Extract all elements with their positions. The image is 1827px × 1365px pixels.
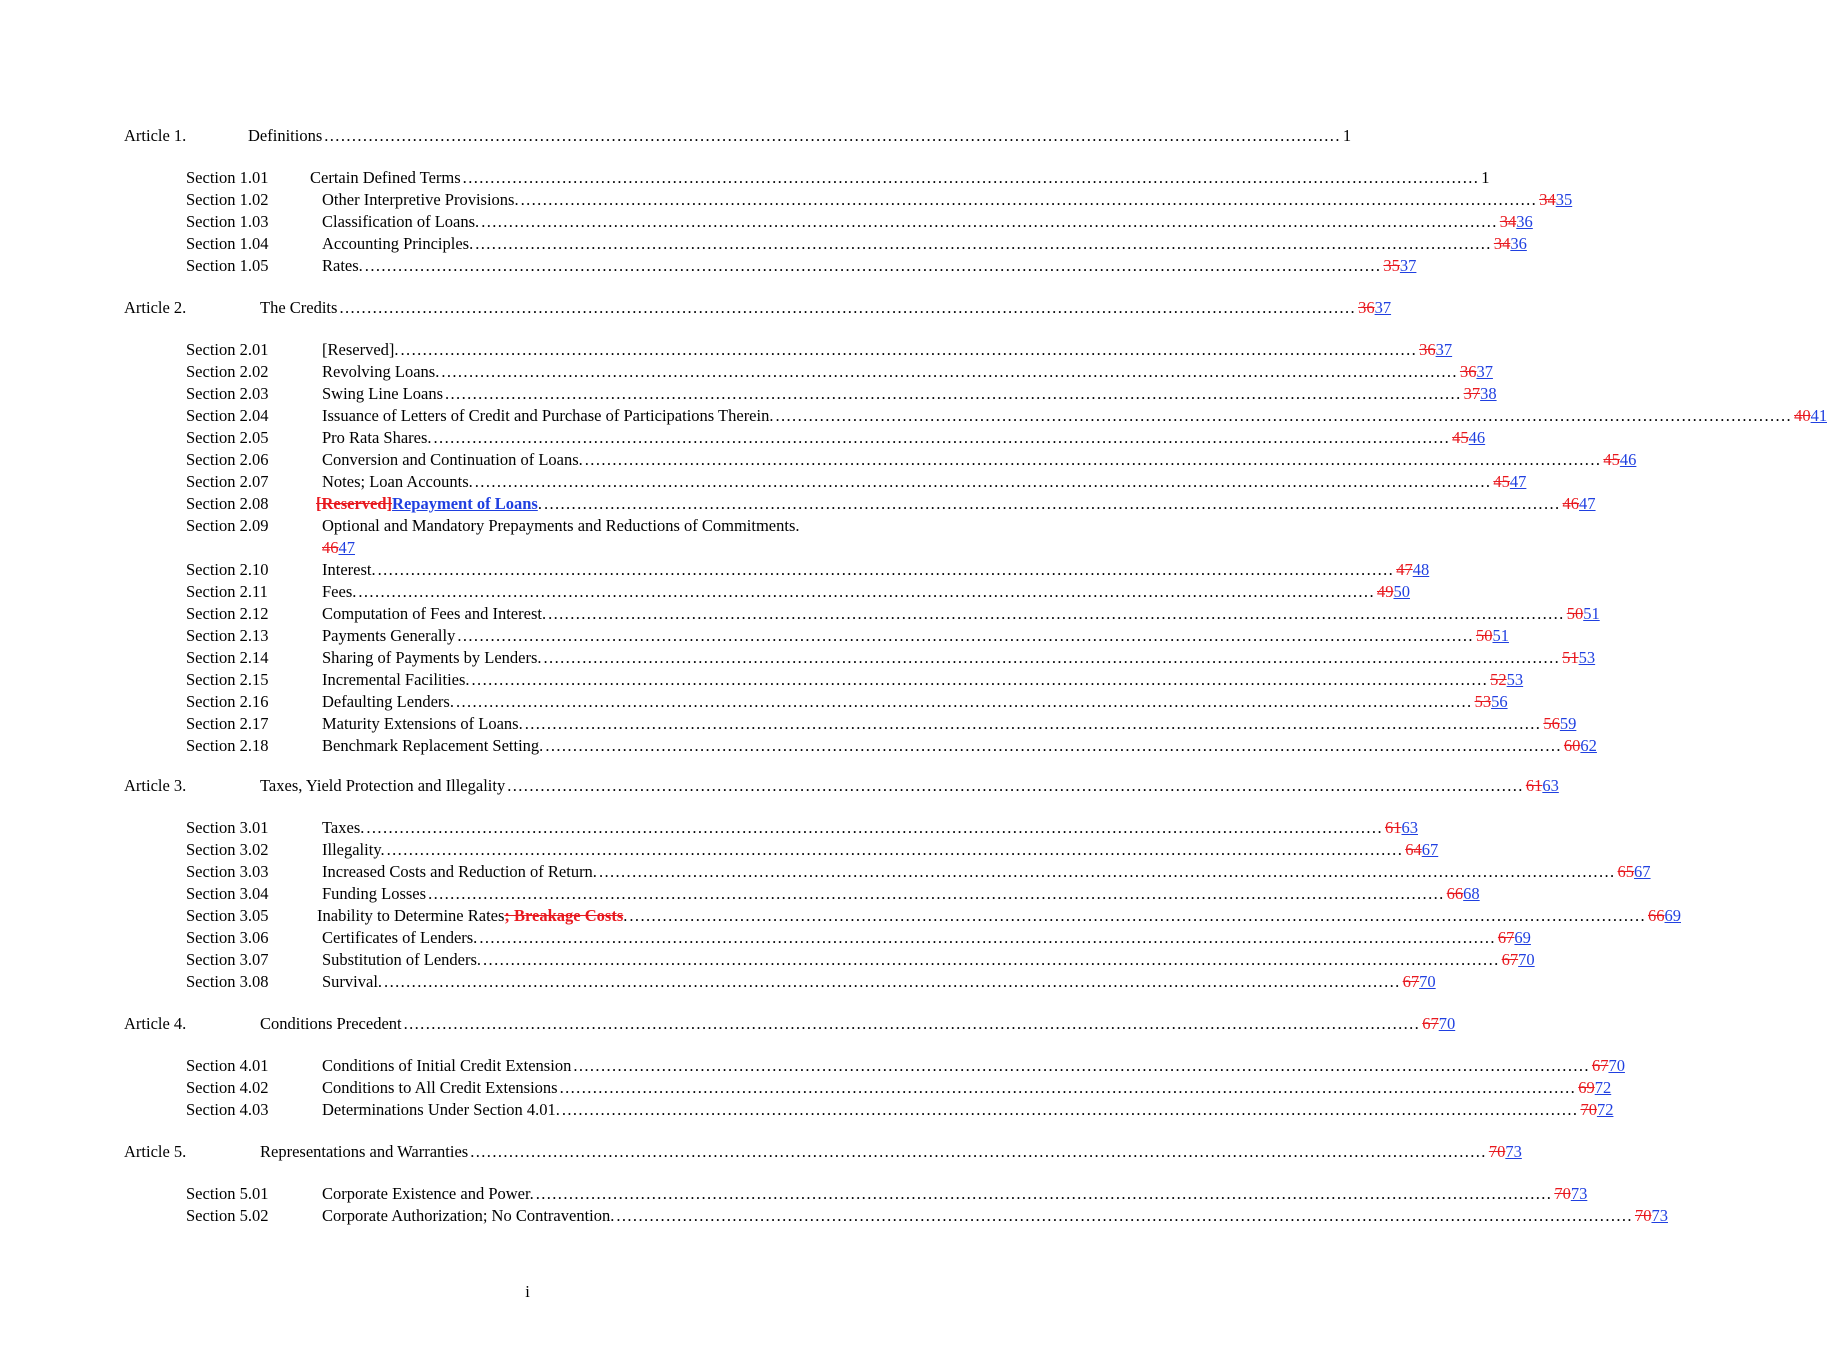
article-title: Taxes, Yield Protection and Illegality bbox=[260, 776, 506, 795]
page-number bbox=[1554, 1183, 1587, 1205]
inserted-page[interactable]: 50 bbox=[1393, 582, 1410, 601]
page-number bbox=[322, 538, 355, 557]
deleted-page: 52 bbox=[1490, 670, 1507, 689]
deleted-page: 51 bbox=[1562, 648, 1579, 667]
toc-section-3-08[interactable] bbox=[186, 971, 1436, 993]
section-number: Section 3.06 bbox=[186, 928, 269, 947]
deleted-page: 36 bbox=[1459, 362, 1477, 381]
article-number: Article 1. bbox=[124, 126, 187, 145]
deleted-page: 49 bbox=[1376, 582, 1394, 601]
page-number bbox=[1498, 927, 1531, 949]
page-number bbox=[1526, 775, 1559, 797]
section-title: Classification of Loans. bbox=[322, 212, 480, 231]
toc-section-2-03[interactable] bbox=[186, 383, 1497, 405]
page-number: 1 bbox=[1481, 168, 1490, 187]
section-number: Section 2.11 bbox=[186, 582, 268, 601]
page-number bbox=[1648, 905, 1681, 927]
deleted-page: 46 bbox=[322, 538, 339, 557]
section-number: Section 2.05 bbox=[186, 428, 269, 447]
toc-section-2-12[interactable] bbox=[186, 603, 1600, 625]
inserted-page[interactable]: 70 bbox=[1518, 950, 1535, 969]
section-number: Section 2.08 bbox=[186, 494, 269, 513]
section-number: Section 2.04 bbox=[186, 406, 269, 425]
deleted-page: 60 bbox=[1563, 736, 1581, 755]
article-number: Article 4. bbox=[124, 1014, 187, 1033]
toc-section-3-05[interactable] bbox=[186, 905, 1681, 927]
page-number bbox=[1464, 383, 1497, 405]
deleted-page: 36 bbox=[1419, 340, 1436, 359]
page-number bbox=[1476, 625, 1509, 647]
section-number: Section 2.16 bbox=[186, 692, 269, 711]
inserted-page[interactable]: 73 bbox=[1505, 1142, 1522, 1161]
section-title: Computation of Fees and Interest. bbox=[322, 604, 547, 623]
section-title: Maturity Extensions of Loans. bbox=[322, 714, 523, 733]
deleted-page: 40 bbox=[1794, 406, 1811, 425]
inserted-page[interactable]: 37 bbox=[1374, 298, 1392, 317]
inserted-page[interactable]: 53 bbox=[1506, 670, 1524, 689]
inserted-page[interactable]: 47 bbox=[338, 538, 355, 557]
leader-dots: ........................................................................................................................................................................................ bbox=[543, 648, 1561, 667]
deleted-page: 70 bbox=[1634, 1206, 1652, 1225]
section-title: Illegality. bbox=[322, 840, 385, 859]
deleted-title: [Reserved] bbox=[316, 494, 393, 513]
section-number: Section 2.18 bbox=[186, 736, 269, 755]
section-number: Section 2.14 bbox=[186, 648, 269, 667]
article-title: Definitions bbox=[248, 126, 323, 145]
page-number bbox=[1377, 581, 1410, 603]
toc-section-2-01[interactable] bbox=[186, 339, 1453, 361]
deleted-page: 67 bbox=[1591, 1056, 1609, 1075]
page-number bbox=[1580, 1099, 1613, 1121]
section-number: Section 1.01 bbox=[186, 168, 269, 187]
section-title: Fees. bbox=[322, 582, 357, 601]
toc-section-3-01[interactable] bbox=[186, 817, 1418, 839]
leader-dots: ........................................................................................................................................................................................ bbox=[428, 884, 1445, 903]
leader-dots: ........................................................................................................................................................................................ bbox=[481, 212, 1498, 231]
leader-dots: ........................................................................................................................................................................................ bbox=[364, 256, 1382, 275]
section-number: Section 3.03 bbox=[186, 862, 269, 881]
section-title: Increased Costs and Reduction of Return. bbox=[322, 862, 597, 881]
section-title: Rates. bbox=[322, 256, 363, 275]
deleted-title: ; Breakage Costs bbox=[504, 906, 624, 925]
toc-section-2-11[interactable] bbox=[186, 581, 1410, 603]
section-title: Interest. bbox=[322, 560, 376, 579]
page-number: 1 bbox=[1342, 126, 1352, 145]
toc-section-4-03[interactable] bbox=[186, 1099, 1614, 1121]
leader-dots: ........................................................................................................................................................................................ bbox=[358, 582, 1375, 601]
toc-section-2-07[interactable] bbox=[186, 471, 1527, 493]
section-number: Section 2.09 bbox=[186, 516, 269, 535]
page-number bbox=[1500, 211, 1533, 233]
leader-dots: ........................................................................................................................................................................................ bbox=[507, 776, 1524, 795]
toc-section-2-05[interactable] bbox=[186, 427, 1486, 449]
page-number bbox=[1618, 861, 1651, 883]
section-number: Section 1.02 bbox=[186, 190, 269, 209]
section-title: Revolving Loans. bbox=[322, 362, 440, 381]
deleted-page: 37 bbox=[1463, 384, 1481, 403]
page-number bbox=[1543, 713, 1576, 735]
leader-dots: ........................................................................................................................................................................................ bbox=[598, 862, 1616, 881]
page-number bbox=[1383, 255, 1416, 277]
leader-dots: ........................................................................................................................................................................................ bbox=[324, 126, 1341, 145]
leader-dots: ........................................................................................................................................................................................ bbox=[474, 472, 1492, 491]
section-number: Section 2.17 bbox=[186, 714, 269, 733]
page-number bbox=[1567, 603, 1600, 625]
leader-dots: ........................................................................................................................................................................................ bbox=[524, 714, 1542, 733]
page-number bbox=[1578, 1077, 1611, 1099]
section-title: Certain Defined Terms bbox=[310, 168, 461, 187]
toc-section-1-04[interactable] bbox=[186, 233, 1527, 255]
section-title: Payments Generally bbox=[322, 626, 456, 645]
inserted-page[interactable]: 70 bbox=[1438, 1014, 1456, 1033]
inserted-title[interactable]: Repayment of Loans bbox=[392, 494, 538, 513]
leader-dots: ........................................................................................................................................................................................ bbox=[457, 626, 1474, 645]
deleted-page: 66 bbox=[1446, 884, 1464, 903]
page-number bbox=[1403, 971, 1436, 993]
leader-dots: ........................................................................................................................................................................................ bbox=[445, 384, 1462, 403]
leader-dots: ........................................................................................................................................................................................ bbox=[559, 1078, 1577, 1097]
page-number bbox=[1452, 427, 1485, 449]
section-title: Substitution of Lenders. bbox=[322, 950, 482, 969]
section-title: Issuance of Letters of Credit and Purchase of Participations Therein. bbox=[322, 406, 774, 425]
page-number bbox=[1493, 471, 1526, 493]
leader-dots: ........................................................................................................................................................................................ bbox=[455, 692, 1473, 711]
section-title: Corporate Authorization; No Contravention. bbox=[322, 1206, 615, 1225]
toc-section-2-14[interactable] bbox=[186, 647, 1596, 669]
inserted-page[interactable]: 47 bbox=[1509, 472, 1527, 491]
deleted-page: 66 bbox=[1648, 906, 1665, 925]
inserted-page[interactable]: 67 bbox=[1421, 840, 1439, 859]
toc-section-2-10[interactable] bbox=[186, 559, 1430, 581]
deleted-page: 61 bbox=[1384, 818, 1402, 837]
section-number: Section 2.13 bbox=[186, 626, 269, 645]
page-number bbox=[1563, 493, 1596, 515]
page-number bbox=[1358, 297, 1391, 319]
deleted-page: 35 bbox=[1383, 256, 1400, 275]
deleted-page: 64 bbox=[1405, 840, 1422, 859]
toc-section-2-09[interactable] bbox=[186, 515, 932, 537]
page-number bbox=[1447, 883, 1480, 905]
inserted-page[interactable]: 37 bbox=[1435, 340, 1453, 359]
deleted-page: 70 bbox=[1554, 1184, 1571, 1203]
deleted-page: 56 bbox=[1543, 714, 1560, 733]
inserted-page[interactable]: 72 bbox=[1596, 1100, 1614, 1119]
leader-dots: ........................................................................................................................................................................................ bbox=[629, 906, 1646, 925]
leader-dots: ........................................................................................................................................................................................ bbox=[548, 604, 1565, 623]
leader-dots: ........................................................................................................................................................................................ bbox=[543, 494, 1561, 513]
leader-dots: ........................................................................................................................................................................................ bbox=[403, 1014, 1421, 1033]
section-number: Section 2.06 bbox=[186, 450, 269, 469]
leader-dots: ........................................................................................................................................................................................ bbox=[441, 362, 1458, 381]
page-number bbox=[1490, 669, 1523, 691]
inserted-page[interactable]: 69 bbox=[1514, 928, 1531, 947]
section-number: Section 2.02 bbox=[186, 362, 269, 381]
deleted-page: 61 bbox=[1525, 776, 1543, 795]
inserted-page[interactable]: 63 bbox=[1401, 818, 1418, 837]
leader-dots: ........................................................................................................................................................................................ bbox=[433, 428, 1451, 447]
toc-article-4[interactable] bbox=[124, 1013, 1456, 1035]
inserted-page[interactable]: 51 bbox=[1492, 626, 1509, 645]
section-number: Section 4.03 bbox=[186, 1100, 269, 1119]
section-title bbox=[316, 493, 542, 515]
page-number bbox=[1405, 839, 1438, 861]
inserted-page[interactable]: 46 bbox=[1619, 450, 1637, 469]
inserted-page[interactable]: 70 bbox=[1608, 1056, 1625, 1075]
inserted-page[interactable]: 37 bbox=[1476, 362, 1493, 381]
inserted-page[interactable]: 36 bbox=[1510, 234, 1527, 253]
deleted-page: 45 bbox=[1452, 428, 1469, 447]
page-number bbox=[1562, 647, 1595, 669]
section-number: Section 2.12 bbox=[186, 604, 269, 623]
inserted-page[interactable]: 63 bbox=[1542, 776, 1559, 795]
deleted-page: 46 bbox=[1562, 494, 1580, 513]
inserted-page[interactable]: 36 bbox=[1516, 212, 1533, 231]
section-title: Determinations Under Section 4.01. bbox=[322, 1100, 560, 1119]
leader-dots: ........................................................................................................................................................................................ bbox=[483, 950, 1500, 969]
inserted-page[interactable]: 47 bbox=[1579, 494, 1596, 513]
toc-section-1-05[interactable] bbox=[186, 255, 1417, 277]
section-title: Accounting Principles. bbox=[322, 234, 474, 253]
title-punctuation: . bbox=[623, 906, 628, 925]
section-title: Conditions to All Credit Extensions bbox=[322, 1078, 558, 1097]
section-number: Section 4.01 bbox=[186, 1056, 269, 1075]
deleted-page: 70 bbox=[1580, 1100, 1597, 1119]
section-number: Section 3.01 bbox=[186, 818, 269, 837]
leader-dots: ........................................................................................................................................................................................ bbox=[775, 406, 1793, 425]
toc-section-3-04[interactable] bbox=[186, 883, 1480, 905]
article-number: Article 5. bbox=[124, 1142, 187, 1161]
toc-section-2-06[interactable] bbox=[186, 449, 1637, 471]
section-title: Swing Line Loans bbox=[322, 384, 443, 403]
section-number: Section 4.02 bbox=[186, 1078, 269, 1097]
toc-section-2-16[interactable] bbox=[186, 691, 1508, 713]
deleted-page: 53 bbox=[1474, 692, 1492, 711]
section-title: Optional and Mandatory Prepayments and Reductions of Commitments. bbox=[322, 516, 800, 535]
page-number bbox=[1794, 405, 1827, 427]
deleted-page: 67 bbox=[1422, 1014, 1439, 1033]
inserted-page[interactable]: 46 bbox=[1468, 428, 1486, 447]
leader-dots: ........................................................................................................................................................................................ bbox=[584, 450, 1602, 469]
inserted-page[interactable]: 51 bbox=[1583, 604, 1600, 623]
toc-section-4-01[interactable] bbox=[186, 1055, 1625, 1077]
toc-section-3-02[interactable] bbox=[186, 839, 1439, 861]
toc-section-3-07[interactable] bbox=[186, 949, 1535, 971]
page-number bbox=[1385, 817, 1418, 839]
toc-section-2-17[interactable] bbox=[186, 713, 1577, 735]
deleted-page: 45 bbox=[1603, 450, 1620, 469]
section-title: Benchmark Replacement Setting. bbox=[322, 736, 544, 755]
section-number: Section 2.07 bbox=[186, 472, 269, 491]
title-punctuation: . bbox=[537, 494, 542, 513]
page-number bbox=[1564, 735, 1597, 757]
deleted-page: 50 bbox=[1475, 626, 1493, 645]
leader-dots: ........................................................................................................................................................................................ bbox=[384, 972, 1401, 991]
inserted-page[interactable]: 73 bbox=[1651, 1206, 1668, 1225]
article-number: Article 3. bbox=[124, 776, 187, 795]
inserted-page[interactable]: 56 bbox=[1491, 692, 1508, 711]
section-title: Other Interpretive Provisions. bbox=[322, 190, 519, 209]
section-title: Certificates of Lenders. bbox=[322, 928, 478, 947]
leader-dots: ........................................................................................................................................................................................ bbox=[470, 1142, 1487, 1161]
leader-dots: ........................................................................................................................................................................................ bbox=[573, 1056, 1590, 1075]
toc-article-5[interactable] bbox=[124, 1141, 1522, 1163]
deleted-page: 67 bbox=[1501, 950, 1519, 969]
deleted-page: 47 bbox=[1396, 560, 1413, 579]
page-number bbox=[1475, 691, 1508, 713]
toc-section-3-03[interactable] bbox=[186, 861, 1651, 883]
inserted-page[interactable]: 35 bbox=[1555, 190, 1573, 209]
section-title: Sharing of Payments by Lenders. bbox=[322, 648, 542, 667]
deleted-page: 34 bbox=[1493, 234, 1511, 253]
page-number bbox=[1603, 449, 1636, 471]
leader-dots: ........................................................................................................................................................................................ bbox=[377, 560, 1395, 579]
toc-section-5-01[interactable] bbox=[186, 1183, 1588, 1205]
section-number: Section 1.04 bbox=[186, 234, 269, 253]
page-number bbox=[1489, 1141, 1522, 1163]
inserted-page[interactable]: 48 bbox=[1412, 560, 1430, 579]
page-number bbox=[1396, 559, 1429, 581]
section-title: Conversion and Continuation of Loans. bbox=[322, 450, 583, 469]
section-number: Section 3.08 bbox=[186, 972, 269, 991]
section-number: Section 1.03 bbox=[186, 212, 269, 231]
section-title: Notes; Loan Accounts. bbox=[322, 472, 473, 491]
section-number: Section 2.15 bbox=[186, 670, 269, 689]
leader-dots: ........................................................................................................................................................................................ bbox=[386, 840, 1404, 859]
toc-section-2-08[interactable] bbox=[186, 493, 1596, 515]
deleted-page: 70 bbox=[1488, 1142, 1506, 1161]
leader-dots: ........................................................................................................................................................................................ bbox=[475, 234, 1492, 253]
inserted-page[interactable]: 68 bbox=[1463, 884, 1480, 903]
section-title: Corporate Existence and Power. bbox=[322, 1184, 534, 1203]
deleted-page: 45 bbox=[1493, 472, 1510, 491]
deleted-page: 67 bbox=[1497, 928, 1515, 947]
page-number bbox=[1592, 1055, 1625, 1077]
toc-section-1-01[interactable] bbox=[186, 167, 1490, 189]
page-number bbox=[1494, 233, 1527, 255]
section-title: Pro Rata Shares. bbox=[322, 428, 432, 447]
page-number bbox=[1635, 1205, 1668, 1227]
section-number: Section 3.04 bbox=[186, 884, 269, 903]
leader-dots: ........................................................................................................................................................................................ bbox=[471, 670, 1489, 689]
toc-section-1-02[interactable] bbox=[186, 189, 1573, 211]
leader-dots: ........................................................................................................................................................................................ bbox=[616, 1206, 1633, 1225]
section-title: Conditions of Initial Credit Extension bbox=[322, 1056, 572, 1075]
toc-section-2-18[interactable] bbox=[186, 735, 1597, 757]
section-number: Section 3.07 bbox=[186, 950, 269, 969]
page-number bbox=[1419, 339, 1452, 361]
toc-section-2-15[interactable] bbox=[186, 669, 1524, 691]
toc-section-2-09-page[interactable] bbox=[322, 537, 355, 559]
inserted-page[interactable]: 37 bbox=[1399, 256, 1417, 275]
section-title: Incremental Facilities. bbox=[322, 670, 470, 689]
inserted-page[interactable]: 73 bbox=[1570, 1184, 1588, 1203]
toc-article-1[interactable] bbox=[124, 125, 1352, 147]
section-number: Section 2.03 bbox=[186, 384, 269, 403]
section-title: Taxes. bbox=[322, 818, 365, 837]
deleted-page: 50 bbox=[1566, 604, 1584, 623]
leader-dots: ........................................................................................................................................................................................ bbox=[479, 928, 1496, 947]
deleted-page: 65 bbox=[1617, 862, 1635, 881]
section-number: Section 2.01 bbox=[186, 340, 269, 359]
toc-section-2-04[interactable] bbox=[186, 405, 1827, 427]
article-title: The Credits bbox=[260, 298, 338, 317]
section-title: Funding Losses bbox=[322, 884, 427, 903]
article-title: Conditions Precedent bbox=[260, 1014, 402, 1033]
deleted-page: 34 bbox=[1499, 212, 1517, 231]
section-number: Section 1.05 bbox=[186, 256, 269, 275]
leader-dots: ........................................................................................................................................................................................ bbox=[339, 298, 1357, 317]
page-number bbox=[1460, 361, 1493, 383]
leader-dots: ........................................................................................................................................................................................ bbox=[366, 818, 1383, 837]
leader-dots: ........................................................................................................................................................................................ bbox=[535, 1184, 1553, 1203]
leader-dots: ........................................................................................................................................................................................ bbox=[520, 190, 1538, 209]
page-number bbox=[1502, 949, 1535, 971]
inserted-page[interactable]: 53 bbox=[1578, 648, 1596, 667]
section-number: Section 2.10 bbox=[186, 560, 269, 579]
inserted-page[interactable]: 59 bbox=[1559, 714, 1577, 733]
leader-dots: ........................................................................................................................................................................................ bbox=[400, 340, 1418, 359]
inserted-page[interactable]: 41 bbox=[1810, 406, 1827, 425]
toc-article-2[interactable] bbox=[124, 297, 1392, 319]
toc-section-2-13[interactable] bbox=[186, 625, 1509, 647]
deleted-page: 36 bbox=[1358, 298, 1375, 317]
section-title: [Reserved]. bbox=[322, 340, 399, 359]
leader-dots: ........................................................................................................................................................................................ bbox=[462, 168, 1480, 187]
deleted-page: 69 bbox=[1578, 1078, 1595, 1097]
inserted-page[interactable]: 70 bbox=[1419, 972, 1436, 991]
deleted-page: 34 bbox=[1539, 190, 1556, 209]
inserted-page[interactable]: 69 bbox=[1664, 906, 1681, 925]
inserted-page[interactable]: 67 bbox=[1634, 862, 1651, 881]
section-title: Survival. bbox=[322, 972, 383, 991]
page-number bbox=[1539, 189, 1572, 211]
leader-dots: ........................................................................................................................................................................................ bbox=[561, 1100, 1579, 1119]
toc-section-3-06[interactable] bbox=[186, 927, 1531, 949]
article-number: Article 2. bbox=[124, 298, 187, 317]
section-number: Section 5.02 bbox=[186, 1206, 269, 1225]
section-number: Section 5.01 bbox=[186, 1184, 269, 1203]
section-title bbox=[317, 905, 627, 927]
leader-dots: ........................................................................................................................................................................................ bbox=[545, 736, 1562, 755]
inserted-page[interactable]: 62 bbox=[1580, 736, 1597, 755]
page-footer-number: i bbox=[525, 1282, 530, 1301]
toc-section-2-02[interactable] bbox=[186, 361, 1493, 383]
inserted-page[interactable]: 72 bbox=[1594, 1078, 1612, 1097]
article-title: Representations and Warranties bbox=[260, 1142, 469, 1161]
toc-section-4-02[interactable] bbox=[186, 1077, 1612, 1099]
toc-section-1-03[interactable] bbox=[186, 211, 1533, 233]
page-number bbox=[1422, 1013, 1455, 1035]
inserted-page[interactable]: 38 bbox=[1480, 384, 1497, 403]
section-number: Section 3.02 bbox=[186, 840, 269, 859]
section-title: Defaulting Lenders. bbox=[322, 692, 454, 711]
toc-section-5-02[interactable] bbox=[186, 1205, 1668, 1227]
section-number: Section 3.05 bbox=[186, 906, 269, 925]
toc-article-3[interactable] bbox=[124, 775, 1559, 797]
deleted-page: 67 bbox=[1402, 972, 1420, 991]
title-text: Inability to Determine Rates bbox=[317, 906, 505, 925]
